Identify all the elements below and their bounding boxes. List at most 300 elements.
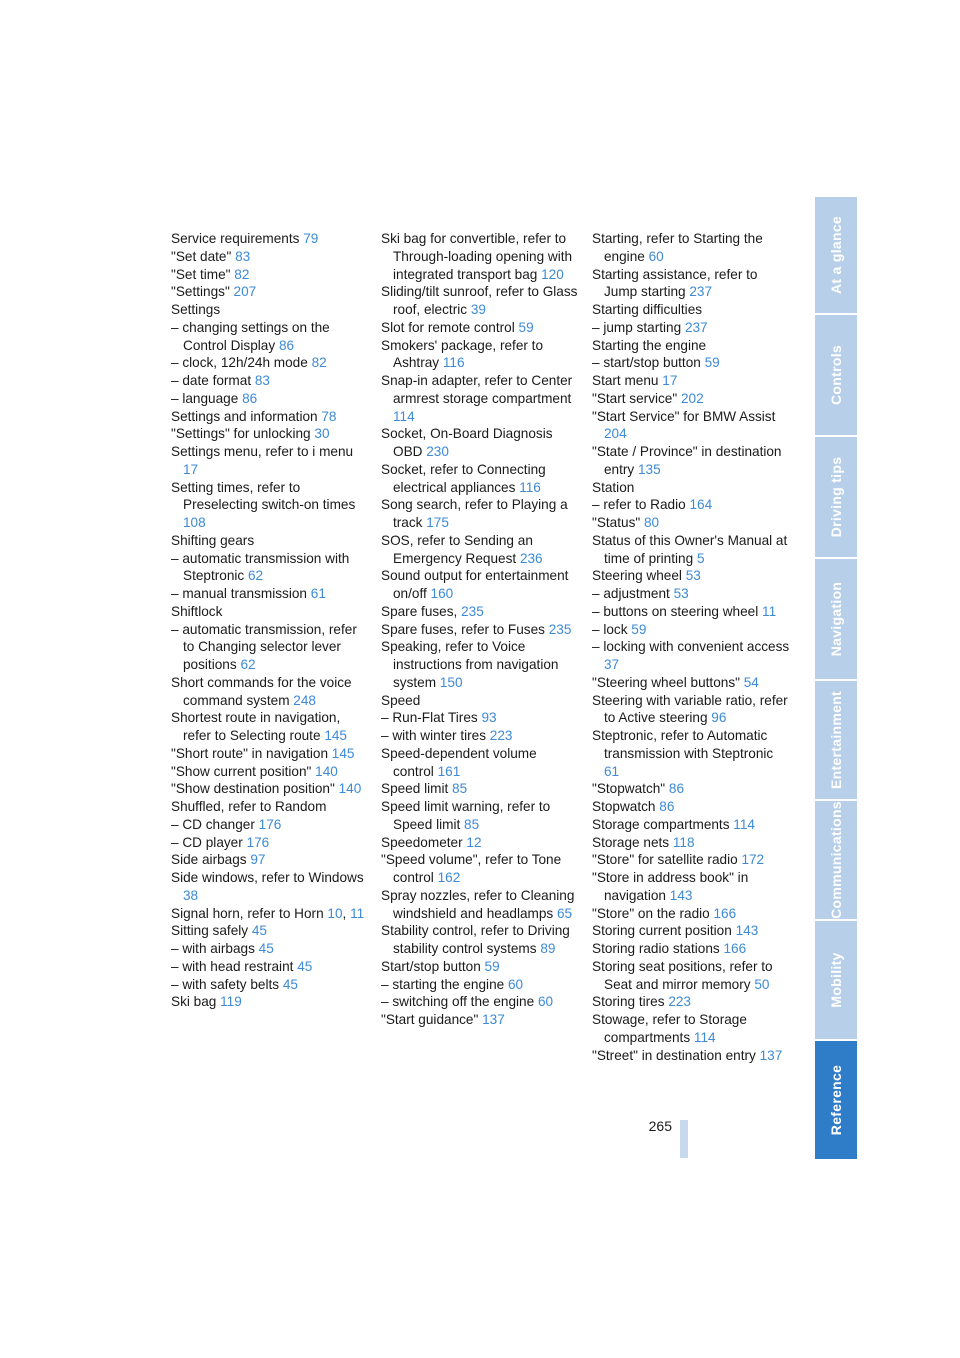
page-link[interactable]: 160	[430, 586, 454, 601]
page-link[interactable]: 12	[466, 834, 482, 850]
entry-text: Settings menu, refer to i menu	[171, 444, 354, 459]
page-link[interactable]: 145	[324, 728, 347, 743]
index-entry	[381, 532, 581, 568]
index-entry	[171, 354, 371, 372]
index-entry	[171, 585, 371, 603]
page-link[interactable]: 120	[541, 266, 564, 282]
index-entry	[171, 425, 371, 443]
tab-label: Reference	[828, 1064, 844, 1136]
page-link[interactable]: 5	[696, 550, 705, 566]
entry-text: – with safety belts	[171, 976, 283, 992]
entry-text: Snap-in adapter, refer to Center armrest storage compartment	[381, 373, 573, 406]
page-link[interactable]: 17	[662, 373, 678, 388]
index-entry	[381, 372, 581, 425]
entry-text: Start/stop button	[381, 958, 485, 974]
tab-entertainment[interactable]	[815, 681, 857, 799]
index-entry	[592, 869, 792, 905]
entry-text: Song search, refer to Playing a track	[381, 497, 568, 530]
entry-text: Speed limit warning, refer to Speed limit	[381, 799, 551, 832]
entry-text: Spare fuses,	[381, 603, 462, 619]
index-entry	[592, 851, 792, 869]
index-entry	[381, 319, 581, 337]
index-entry	[381, 638, 581, 691]
entry-text: "Show current position"	[171, 763, 316, 779]
index-entry	[171, 372, 371, 390]
index-entry	[171, 443, 371, 479]
entry-text: – manual transmission	[171, 586, 311, 601]
entry-text: "Settings" for unlocking	[171, 426, 315, 442]
page-link[interactable]: 116	[519, 479, 541, 495]
page-link[interactable]: 60	[507, 976, 524, 992]
entry-text: – language	[171, 390, 243, 406]
entry-text: Steptronic, refer to Automatic transmission with Steptronic	[592, 728, 774, 761]
index-entry	[381, 567, 581, 603]
page-link[interactable]: 175	[426, 515, 449, 530]
page-link[interactable]: 60	[648, 248, 664, 264]
tab-at-a-glance[interactable]	[815, 197, 857, 313]
page-link[interactable]: 50	[754, 976, 770, 992]
entry-text: Service requirements	[171, 231, 304, 246]
index-entry	[592, 940, 792, 958]
page-link[interactable]: 62	[247, 568, 264, 584]
index-entry	[171, 763, 371, 781]
tab-controls[interactable]	[815, 315, 857, 435]
page-link[interactable]: 10	[327, 905, 343, 921]
entry-text: SOS, refer to Sending an Emergency Request	[381, 532, 533, 566]
tab-reference[interactable]	[815, 1041, 857, 1159]
index-entry	[592, 692, 792, 728]
index-entry	[171, 248, 371, 266]
page-link[interactable]: 135	[638, 461, 661, 477]
entry-text: "Settings"	[171, 284, 234, 300]
page-link[interactable]: 38	[183, 887, 199, 903]
entry-text: Spare fuses, refer to Fuses	[381, 621, 549, 637]
page-link[interactable]: 93	[481, 710, 497, 726]
page-link[interactable]: 11	[350, 905, 365, 921]
index-entry	[381, 337, 581, 373]
entry-text: – CD changer	[171, 816, 259, 832]
index-entry	[171, 958, 371, 976]
index-entry	[381, 709, 581, 727]
page-link[interactable]: 97	[250, 852, 266, 868]
index-entry	[592, 1011, 792, 1047]
entry-text: Speaking, refer to Voice instructions from navigation system	[381, 639, 559, 690]
page-link[interactable]: 207	[233, 284, 257, 300]
page-link[interactable]: 82	[234, 266, 250, 282]
index-entry: Signal horn, refer to Horn 10, 11	[171, 905, 365, 921]
index-entry	[592, 816, 792, 834]
entry-text: "Short route" in navigation	[171, 745, 332, 761]
page-link[interactable]: 166	[723, 941, 747, 956]
page-link[interactable]: 118	[672, 834, 695, 850]
page-link[interactable]: 78	[321, 408, 337, 424]
page-link[interactable]: 60	[537, 994, 554, 1010]
tab-mobility[interactable]	[815, 921, 857, 1039]
page-link[interactable]: 235	[461, 603, 484, 619]
index-entry	[592, 266, 792, 302]
index-entry	[381, 283, 581, 319]
index-entry	[171, 922, 371, 940]
entry-text: "Stopwatch"	[592, 781, 669, 797]
index-entry	[381, 692, 581, 710]
entry-text: Short commands for the voice command system	[171, 674, 352, 708]
page-link[interactable]: 45	[297, 958, 313, 974]
entry-text: "Store" on the radio	[592, 905, 714, 921]
entry-text: – start/stop button	[592, 355, 705, 371]
index-entry	[592, 319, 792, 337]
tab-label: At a glance	[828, 216, 844, 294]
page-link[interactable]: 37	[604, 657, 620, 672]
tab-label: Navigation	[828, 581, 844, 657]
page-link[interactable]: 59	[704, 355, 720, 371]
index-entry	[381, 1011, 581, 1029]
page-link[interactable]: 53	[685, 568, 701, 584]
entry-text: Shiftlock	[171, 603, 223, 619]
entry-text: Ski bag for convertible, refer to Through-loading opening with integrated transport bag	[381, 231, 573, 282]
page-link[interactable]: 166	[713, 905, 737, 921]
page-link[interactable]: 59	[631, 621, 647, 637]
entry-text: Storage nets	[592, 834, 673, 850]
entry-text: "Set time"	[171, 266, 235, 282]
index-entry	[171, 674, 371, 710]
index-entry	[592, 230, 792, 266]
page-link[interactable]: 39	[470, 302, 486, 317]
index-entry	[381, 958, 581, 976]
page-link[interactable]: 83	[235, 248, 251, 264]
index-entry	[171, 230, 371, 248]
index-entry	[592, 443, 792, 479]
entry-text: – switching off the engine	[381, 994, 538, 1010]
index-entry	[171, 408, 371, 426]
index-entry	[171, 709, 371, 745]
index-entry	[592, 674, 792, 692]
page-link[interactable]: 30	[314, 426, 330, 442]
page-link[interactable]: 143	[735, 923, 759, 939]
tab-label: Controls	[828, 345, 844, 405]
index-entry	[592, 496, 792, 514]
index-entry	[171, 283, 371, 301]
page-link[interactable]: 96	[711, 710, 727, 726]
entry-text: Speed limit	[381, 781, 453, 797]
entry-text: "Speed volume", refer to Tone control	[381, 852, 562, 885]
index-entry	[381, 230, 581, 283]
entry-text: "Start guidance"	[381, 1012, 483, 1027]
page-link[interactable]: 86	[278, 337, 295, 353]
index-entry	[592, 585, 792, 603]
index-entry	[171, 798, 371, 816]
page-link[interactable]: 145	[331, 745, 355, 761]
tab-label: Entertainment	[828, 690, 844, 790]
index-entry	[381, 621, 581, 639]
page-link[interactable]: 116	[442, 355, 465, 371]
entry-text: Starting assistance, refer to Jump starting	[592, 266, 758, 300]
page-link[interactable]: 83	[254, 373, 270, 388]
page-link[interactable]: 108	[183, 515, 206, 530]
index-entry	[381, 425, 581, 461]
page-number: 265	[648, 1118, 672, 1134]
tab-navigation[interactable]	[815, 559, 857, 679]
page-link[interactable]: 17	[183, 461, 199, 477]
entry-text: "Store in address book" in navigation	[592, 870, 749, 903]
tab-label: Communications	[828, 801, 844, 919]
index-entry	[592, 905, 792, 923]
page-link[interactable]: 86	[242, 390, 258, 406]
index-entry	[381, 780, 581, 798]
index-entry	[171, 834, 371, 852]
page-link[interactable]: 82	[311, 355, 327, 371]
index-entry	[381, 461, 581, 497]
index-entry	[592, 621, 792, 639]
entry-text: Settings and information	[171, 408, 322, 424]
entry-text: Steering with variable ratio, refer to Active steering	[592, 692, 788, 726]
entry-text: Shifting gears	[171, 532, 255, 548]
page-link[interactable]: 65	[557, 905, 573, 921]
entry-text: – lock	[592, 621, 632, 637]
tab-label: Driving tips	[828, 456, 844, 538]
entry-text: Stability control, refer to Driving stability control systems	[381, 923, 570, 956]
index-entry	[381, 922, 581, 958]
index-entry	[171, 603, 371, 621]
entry-text: Status of this Owner's Manual at time of printing	[592, 532, 788, 566]
page-link[interactable]: 236	[519, 550, 543, 566]
entry-text: Stopwatch	[592, 799, 660, 814]
page-link[interactable]: 80	[643, 515, 660, 530]
page-link[interactable]: 45	[258, 941, 274, 956]
page-link[interactable]: 164	[689, 497, 713, 513]
index-entry	[381, 603, 581, 621]
page-link[interactable]: 85	[452, 781, 468, 797]
page-link[interactable]: 79	[303, 231, 319, 246]
entry-text: "Start service"	[592, 390, 681, 406]
entry-text: Starting difficulties	[592, 302, 703, 317]
index-entry	[592, 301, 792, 319]
page-link[interactable]: 89	[540, 941, 556, 956]
page-link[interactable]: 114	[693, 1029, 716, 1045]
entry-text: Sitting safely	[171, 923, 252, 939]
entry-text: – starting the engine	[381, 976, 508, 992]
page-link[interactable]: 54	[743, 674, 759, 690]
index-entry	[381, 496, 581, 532]
index-entry	[592, 337, 792, 355]
page-link[interactable]: 62	[240, 657, 256, 672]
index-entry	[592, 798, 792, 816]
entry-text: – adjustment	[592, 586, 674, 601]
index-column-3	[592, 230, 792, 1064]
entry-text: Stowage, refer to Storage compartments	[592, 1012, 747, 1045]
page-link[interactable]: 140	[315, 763, 338, 779]
tab-communications[interactable]	[815, 801, 857, 919]
page-link[interactable]: 150	[439, 674, 463, 690]
page-link[interactable]: 223	[668, 994, 691, 1010]
page-link[interactable]: 85	[464, 816, 480, 832]
index-entry	[592, 958, 792, 994]
entry-text: "Store" for satellite radio	[592, 852, 742, 868]
index-entry	[171, 390, 371, 408]
entry-text: – clock, 12h/24h mode	[171, 355, 312, 371]
index-entry	[171, 532, 371, 550]
entry-text: Steering wheel	[592, 568, 686, 584]
page-link[interactable]: 176	[258, 816, 282, 832]
page-link[interactable]: 59	[484, 958, 500, 974]
entry-text: Sound output for entertainment on/off	[381, 568, 569, 601]
index-entry	[171, 993, 371, 1011]
entry-text: Storage compartments	[592, 816, 734, 832]
entry-text: Spray nozzles, refer to Cleaning windshield and headlamps	[381, 887, 575, 921]
entry-text: – changing settings on the Control Display	[171, 319, 330, 353]
index-entry	[171, 550, 371, 586]
entry-text: Side windows, refer to Windows	[171, 870, 364, 885]
index-entry	[171, 816, 371, 834]
page-link[interactable]: 45	[251, 923, 267, 939]
page-marker	[680, 1120, 688, 1158]
page-link[interactable]: 204	[604, 426, 627, 442]
page-link[interactable]: 114	[393, 408, 415, 424]
page-link[interactable]: 59	[518, 319, 534, 335]
page-link[interactable]: 143	[669, 887, 693, 903]
page-link[interactable]: 223	[489, 728, 513, 743]
page-link[interactable]: 161	[437, 763, 461, 779]
index-entry	[381, 993, 581, 1011]
index-entry	[592, 603, 792, 621]
entry-text: Starting the engine	[592, 337, 707, 353]
index-entry	[171, 319, 371, 355]
index-entry	[592, 780, 792, 798]
page-link[interactable]: 137	[759, 1047, 783, 1063]
index-entry	[381, 834, 581, 852]
chapter-sidebar	[815, 197, 857, 1159]
index-entry	[171, 621, 371, 674]
entry-text: Socket, On-Board Diagnosis OBD	[381, 426, 553, 459]
index-entry	[171, 479, 371, 532]
entry-text: Speedometer	[381, 834, 467, 850]
page-link[interactable]: 119	[220, 994, 242, 1010]
entry-text: Storing tires	[592, 994, 669, 1010]
index-entry	[592, 834, 792, 852]
index-entry	[381, 798, 581, 834]
index-entry	[381, 745, 581, 781]
entry-text: Start menu	[592, 373, 663, 388]
entry-text: "Set date"	[171, 248, 236, 264]
index-column-1	[171, 230, 371, 1011]
entry-text: Socket, refer to Connecting electrical appliances	[381, 461, 546, 495]
page-link[interactable]: 61	[604, 763, 620, 779]
entry-text: "Street" in destination entry	[592, 1047, 760, 1063]
entry-text: Storing seat positions, refer to Seat and mirror memory	[592, 958, 773, 992]
entry-text: "State / Province" in destination entry	[592, 444, 782, 477]
page-link[interactable]: 86	[659, 799, 675, 814]
tab-driving-tips[interactable]	[815, 437, 857, 557]
entry-text: Shortest route in navigation, refer to Selecting route	[171, 710, 341, 743]
page-link[interactable]: 11	[762, 603, 777, 619]
entry-text: – date format	[171, 373, 255, 388]
index-entry	[171, 940, 371, 958]
page-link[interactable]: 237	[689, 284, 713, 300]
entry-text: – with winter tires	[381, 728, 490, 743]
entry-text: "Start Service" for BMW Assist	[592, 408, 776, 424]
index-entry	[171, 301, 371, 319]
page-link[interactable]: 202	[680, 390, 704, 406]
page-link[interactable]: 235	[548, 621, 572, 637]
entry-text: – buttons on steering wheel	[592, 603, 763, 619]
entry-text: Speed-dependent volume control	[381, 745, 537, 779]
page-link[interactable]: 172	[741, 852, 765, 868]
entry-text: – locking with convenient access	[592, 639, 790, 655]
entry-text: – Run-Flat Tires	[381, 710, 482, 726]
index-entry	[592, 354, 792, 372]
page-link[interactable]: 176	[246, 834, 270, 850]
page-link[interactable]: 114	[733, 816, 755, 832]
index-entry	[381, 976, 581, 994]
index-entry	[592, 638, 792, 674]
index-entry	[171, 976, 371, 994]
index-entry	[592, 922, 792, 940]
index-entry	[592, 567, 792, 585]
page-link[interactable]: 45	[282, 976, 298, 992]
index-entry	[171, 266, 371, 284]
index-entry	[592, 408, 792, 444]
entry-text: – automatic transmission with Steptronic	[171, 550, 350, 584]
page-link[interactable]: 137	[482, 1012, 505, 1027]
entry-text: "Show destination position"	[171, 781, 339, 797]
page-link[interactable]: 162	[437, 870, 461, 885]
index-entry	[592, 1047, 792, 1065]
index-entry	[381, 851, 581, 887]
page-link[interactable]: 230	[426, 444, 449, 459]
entry-text: "Steering wheel buttons"	[592, 674, 744, 690]
page-link[interactable]: 53	[673, 586, 689, 601]
entry-text: Slot for remote control	[381, 319, 519, 335]
entry-text: Settings	[171, 302, 221, 317]
index-entry	[592, 993, 792, 1011]
entry-text: Sliding/tilt sunroof, refer to Glass roof, electric	[381, 284, 578, 317]
entry-text: – refer to Radio	[592, 497, 690, 513]
entry-text: Setting times, refer to Preselecting switch-on times	[171, 479, 356, 513]
index-entry	[592, 390, 792, 408]
entry-text: – automatic transmission, refer to Changing selector lever positions	[171, 621, 357, 672]
index-entry	[381, 727, 581, 745]
index-entry	[592, 372, 792, 390]
page-link[interactable]: 248	[293, 692, 316, 708]
page-link[interactable]: 86	[668, 781, 685, 797]
index-entry	[592, 727, 792, 780]
index-entry	[171, 869, 371, 905]
entry-text: – with airbags	[171, 941, 259, 956]
page-link[interactable]: 140	[338, 781, 362, 797]
page-link[interactable]: 61	[310, 586, 326, 601]
entry-text: Shuffled, refer to Random	[171, 799, 327, 814]
entry-text: – CD player	[171, 834, 247, 850]
entry-text: Smokers' package, refer to Ashtray	[381, 337, 544, 371]
entry-text: Storing radio stations	[592, 941, 724, 956]
index-entry	[592, 514, 792, 532]
entry-text: "Status"	[592, 515, 644, 530]
entry-text: – with head restraint	[171, 958, 298, 974]
entry-text: Ski bag	[171, 994, 221, 1010]
index-column-2	[381, 230, 581, 1029]
index-entry	[171, 745, 371, 763]
entry-text: Speed	[381, 692, 421, 708]
entry-text: Signal horn, refer to Horn	[171, 905, 328, 921]
index-entry	[171, 780, 371, 798]
entry-text: Station	[592, 479, 635, 495]
index-entry	[592, 479, 792, 497]
entry-text: Starting, refer to Starting the engine	[592, 231, 763, 264]
page-link[interactable]: 237	[684, 319, 708, 335]
tab-label: Mobility	[828, 952, 844, 1008]
entry-text: Side airbags	[171, 852, 251, 868]
index-entry	[381, 887, 581, 923]
index-entry	[592, 532, 792, 568]
